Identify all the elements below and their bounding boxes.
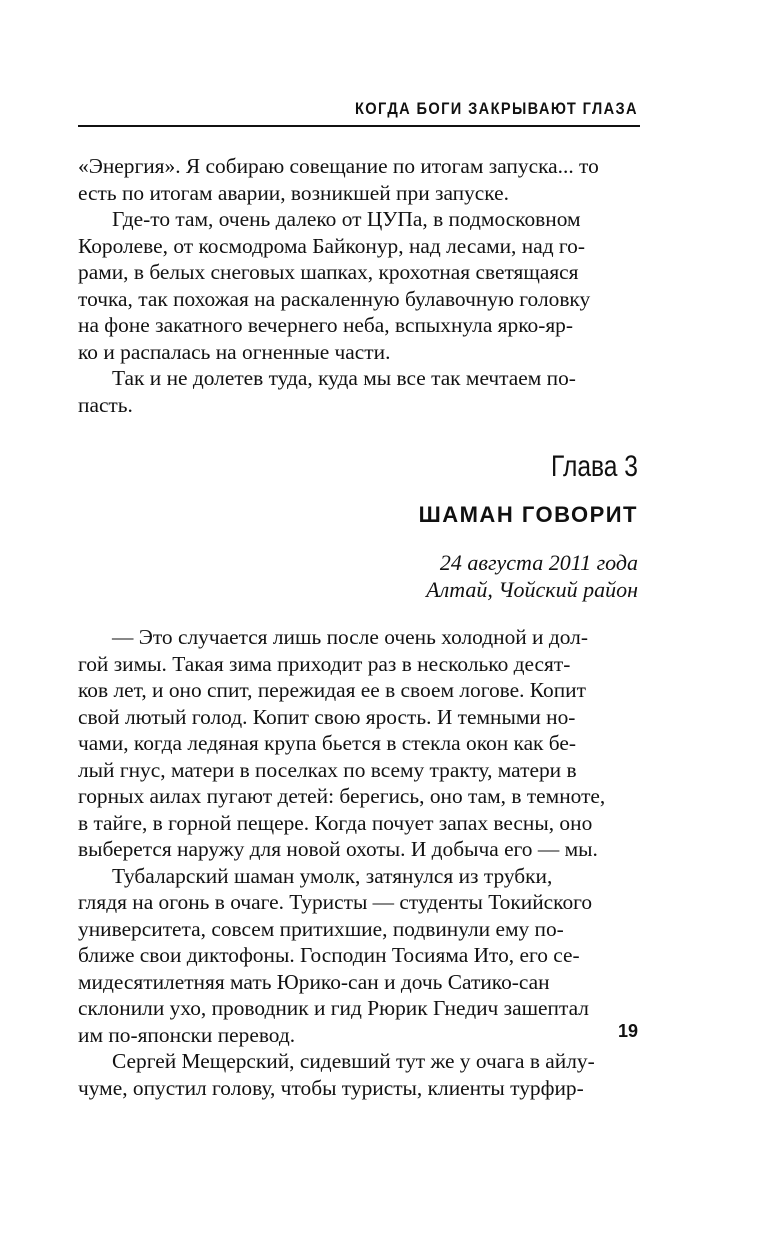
- text-line: Тубаларский шаман умолк, затянулся из трубки,: [112, 863, 553, 888]
- text-block-1: [78, 153, 640, 418]
- text-line: на фоне закатного вечернего неба, вспыхнула ярко-яр-: [78, 313, 574, 337]
- text-line: гой зимы. Такая зима приходит раз в несколько десят-: [78, 651, 571, 676]
- paragraph: [78, 365, 640, 418]
- text-line: ближе свои диктофоны. Господин Тосияма Ито, его се-: [78, 943, 580, 967]
- text-line: — Это случается лишь после очень холодной и дол-: [112, 625, 588, 649]
- chapter-number: Глава 3: [551, 450, 638, 483]
- text-line: свой лютый голод. Копит свою ярость. И темными но-: [78, 704, 576, 729]
- text-line: горных аилах пугают детей: берегись, оно там, в темноте,: [78, 784, 606, 808]
- text-line: «Энергия». Я собираю совещание по итогам запуска... то: [78, 154, 599, 178]
- chapter-dateline: [78, 549, 638, 603]
- chapter-place: Алтай, Чойский район: [426, 577, 638, 602]
- text-line: глядя на огонь в очаге. Туристы — студенты Токийского: [78, 890, 593, 914]
- text-line: Так и не долетев туда, куда мы все так мечтаем по-: [112, 366, 576, 390]
- text-line: университета, совсем притихшие, подвинули ему по-: [78, 916, 564, 941]
- text-line: точка, так похожая на раскаленную булавочную головку: [78, 286, 591, 311]
- paragraph: [78, 1048, 640, 1101]
- text-line: ков лет, и оно спит, пережидая ее в своем логове. Копит: [78, 678, 586, 702]
- running-head: КОГДА БОГИ ЗАКРЫВАЮТ ГЛАЗА: [354, 99, 638, 118]
- chapter-date: 24 августа 2011 года: [439, 550, 638, 575]
- text-line: склонили ухо, проводник и гид Рюрик Гнедич зашептал: [78, 996, 589, 1020]
- paragraph: [78, 624, 640, 863]
- page-number: 19: [617, 1021, 638, 1041]
- text-line: пасть.: [78, 392, 133, 417]
- text-line: Королеве, от космодрома Байконур, над лесами, над го-: [78, 233, 585, 258]
- chapter-title: ШАМАН ГОВОРИТ: [418, 502, 638, 527]
- text-line: есть по итогам аварии, возникшей при запуске.: [78, 180, 509, 205]
- paragraph: [78, 153, 640, 206]
- paragraph: [78, 206, 640, 365]
- text-line: чами, когда ледяная крупа бьется в стекла окон как бе-: [78, 731, 577, 755]
- text-block-2: [78, 624, 640, 1101]
- paragraph: [78, 863, 640, 1049]
- text-line: выберется наружу для новой охоты. И добыча его — мы.: [78, 837, 598, 861]
- text-line: в тайге, в горной пещере. Когда почует запах весны, оно: [78, 810, 593, 835]
- text-line: Сергей Мещерский, сидевший тут же у очага в айлу-: [112, 1049, 595, 1073]
- text-line: чуме, опустил голову, чтобы туристы, клиенты турфир-: [78, 1075, 584, 1100]
- text-line: мидесятилетняя мать Юрико-сан и дочь Сатико-сан: [78, 969, 550, 994]
- text-line: ко и распалась на огненные части.: [78, 339, 391, 364]
- text-line: лый гнус, матери в поселках по всему тракту, матери в: [78, 757, 577, 782]
- text-line: Где-то там, очень далеко от ЦУПа, в подмосковном: [112, 207, 581, 231]
- text-line: им по-японски перевод.: [78, 1022, 296, 1047]
- header-rule: [78, 125, 640, 127]
- text-line: рами, в белых снеговых шапках, крохотная светящаяся: [78, 260, 579, 284]
